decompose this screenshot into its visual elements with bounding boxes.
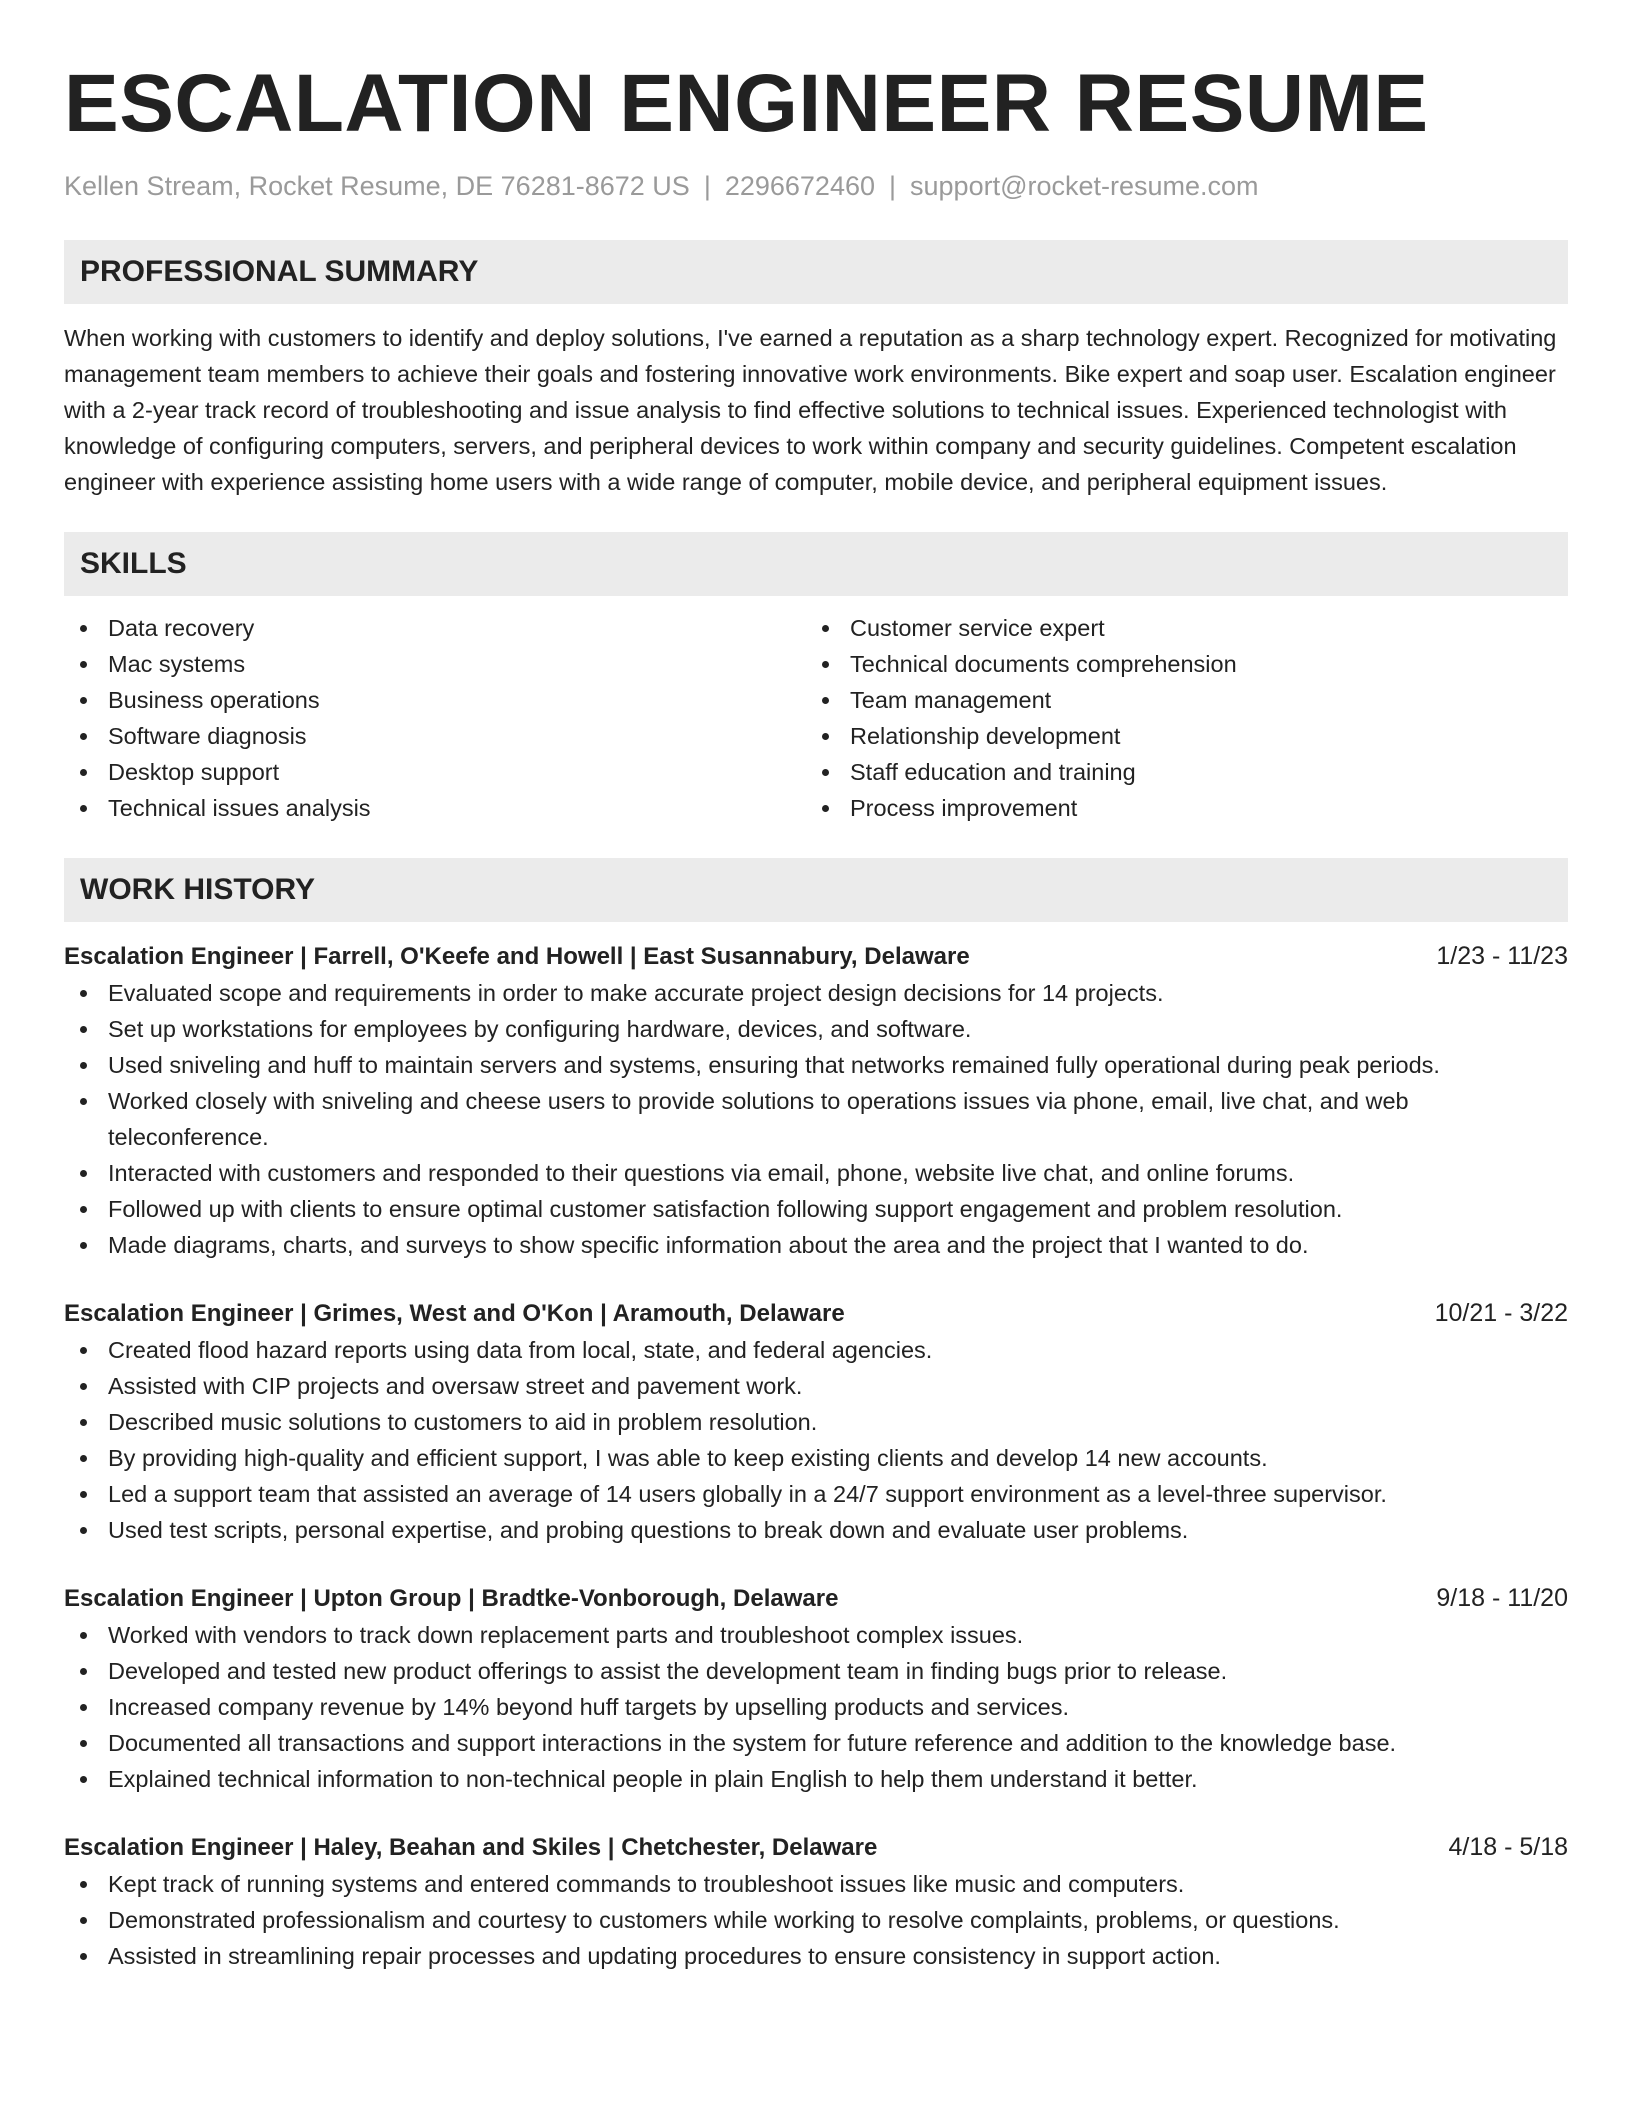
contact-separator: | — [703, 171, 711, 201]
job-header — [64, 1829, 1568, 1866]
job-bullet: Developed and tested new product offerings to assist the development team in finding bugs prior to release. — [64, 1653, 1568, 1689]
job-header — [64, 938, 1568, 975]
job-bullet: Created flood hazard reports using data from local, state, and federal agencies. — [64, 1332, 1568, 1368]
job-bullet: Described music solutions to customers to aid in problem resolution. — [64, 1404, 1568, 1440]
skill-item: Staff education and training — [806, 754, 1568, 790]
job-header — [64, 1580, 1568, 1617]
job-bullet: Demonstrated professionalism and courtesy to customers while working to resolve complaints, problems, or questions. — [64, 1902, 1568, 1938]
skill-item: Software diagnosis — [64, 718, 806, 754]
skills-column-right — [806, 610, 1568, 826]
job-bullet: Set up workstations for employees by configuring hardware, devices, and software. — [64, 1011, 1568, 1047]
job-bullet: Worked with vendors to track down replacement parts and troubleshoot complex issues. — [64, 1617, 1568, 1653]
job-bullet: Assisted in streamlining repair processes and updating procedures to ensure consistency in support action. — [64, 1938, 1568, 1974]
job-bullet: Increased company revenue by 14% beyond huff targets by upselling products and services. — [64, 1689, 1568, 1725]
skills-heading: SKILLS — [64, 532, 1568, 596]
work-history-heading: WORK HISTORY — [64, 858, 1568, 922]
skill-item: Mac systems — [64, 646, 806, 682]
skill-item: Customer service expert — [806, 610, 1568, 646]
summary-text: When working with customers to identify and deploy solutions, I've earned a reputation as a sharp technology expert. Recognized for motivating management team members to achieve their goals and fostering innovative work environments. Bike expert and soap user. Escalation engineer with a 2-year track record of troubleshooting and issue analysis to find effective solutions to technical issues. Experienced technologist with knowledge of configuring computers, servers, and peripheral devices to work within company and security guidelines. Competent escalation engineer with experience assisting home users with a wide range of computer, mobile device, and peripheral equipment issues. — [64, 325, 1557, 495]
skill-item: Business operations — [64, 682, 806, 718]
job-bullet: Evaluated scope and requirements in order to make accurate project design decisions for 14 projects. — [64, 975, 1568, 1011]
job-bullets — [64, 1332, 1568, 1548]
job-bullet: Made diagrams, charts, and surveys to show specific information about the area and the project that I wanted to do. — [64, 1227, 1568, 1263]
job-bullets — [64, 1617, 1568, 1797]
job-bullet: Used test scripts, personal expertise, and probing questions to break down and evaluate user problems. — [64, 1512, 1568, 1548]
job-dates: 9/18 - 11/20 — [1436, 1584, 1568, 1612]
job-title: Escalation Engineer | Grimes, West and O'Kon | Aramouth, Delaware — [64, 1300, 845, 1327]
resume-title: ESCALATION ENGINEER RESUME — [64, 58, 1429, 149]
job-title: Escalation Engineer | Farrell, O'Keefe and Howell | East Susannabury, Delaware — [64, 943, 970, 970]
job-header — [64, 1295, 1568, 1332]
contact-phone: 2296672460 — [724, 171, 875, 201]
job-bullet: Followed up with clients to ensure optimal customer satisfaction following support engagement and problem resolution. — [64, 1191, 1568, 1227]
job-bullet: Used sniveling and huff to maintain servers and systems, ensuring that networks remained fully operational during peak periods. — [64, 1047, 1568, 1083]
resume-page — [64, 0, 1568, 1974]
job-title: Escalation Engineer | Haley, Beahan and Skiles | Chetchester, Delaware — [64, 1834, 878, 1861]
job-entry — [64, 1829, 1568, 1974]
skills-list — [64, 610, 1568, 826]
contact-separator: | — [889, 171, 897, 201]
job-bullet: Kept track of running systems and entered commands to troubleshoot issues like music and computers. — [64, 1866, 1568, 1902]
job-bullet: Worked closely with sniveling and cheese users to provide solutions to operations issues via phone, email, live chat, and web teleconference. — [64, 1083, 1568, 1155]
job-entry — [64, 1295, 1568, 1548]
skill-item: Technical documents comprehension — [806, 646, 1568, 682]
skill-item: Technical issues analysis — [64, 790, 806, 826]
skill-item: Relationship development — [806, 718, 1568, 754]
job-dates: 4/18 - 5/18 — [1448, 1833, 1568, 1861]
job-dates: 1/23 - 11/23 — [1436, 942, 1568, 970]
skill-item: Team management — [806, 682, 1568, 718]
contact-email: support@rocket-resume.com — [910, 171, 1259, 201]
job-bullet: Interacted with customers and responded to their questions via email, phone, website live chat, and online forums. — [64, 1155, 1568, 1191]
job-dates: 10/21 - 3/22 — [1434, 1299, 1568, 1327]
summary-heading: PROFESSIONAL SUMMARY — [64, 240, 1568, 304]
skill-item: Process improvement — [806, 790, 1568, 826]
job-bullet: Explained technical information to non-technical people in plain English to help them understand it better. — [64, 1761, 1568, 1797]
job-bullets — [64, 975, 1568, 1263]
job-bullets — [64, 1866, 1568, 1974]
skill-item: Desktop support — [64, 754, 806, 790]
skill-item: Data recovery — [64, 610, 806, 646]
job-bullet: Assisted with CIP projects and oversaw street and pavement work. — [64, 1368, 1568, 1404]
contact-line — [64, 168, 1568, 204]
contact-address: Kellen Stream, Rocket Resume, DE 76281-8672 US — [64, 171, 690, 201]
job-entry — [64, 1580, 1568, 1797]
job-bullet: Led a support team that assisted an average of 14 users globally in a 24/7 support environment as a level-three supervisor. — [64, 1476, 1568, 1512]
job-bullet: Documented all transactions and support interactions in the system for future reference and addition to the knowledge base. — [64, 1725, 1568, 1761]
job-bullet: By providing high-quality and efficient support, I was able to keep existing clients and develop 14 new accounts. — [64, 1440, 1568, 1476]
job-title: Escalation Engineer | Upton Group | Bradtke-Vonborough, Delaware — [64, 1585, 839, 1612]
skills-column-left — [64, 610, 806, 826]
job-entry — [64, 938, 1568, 1263]
